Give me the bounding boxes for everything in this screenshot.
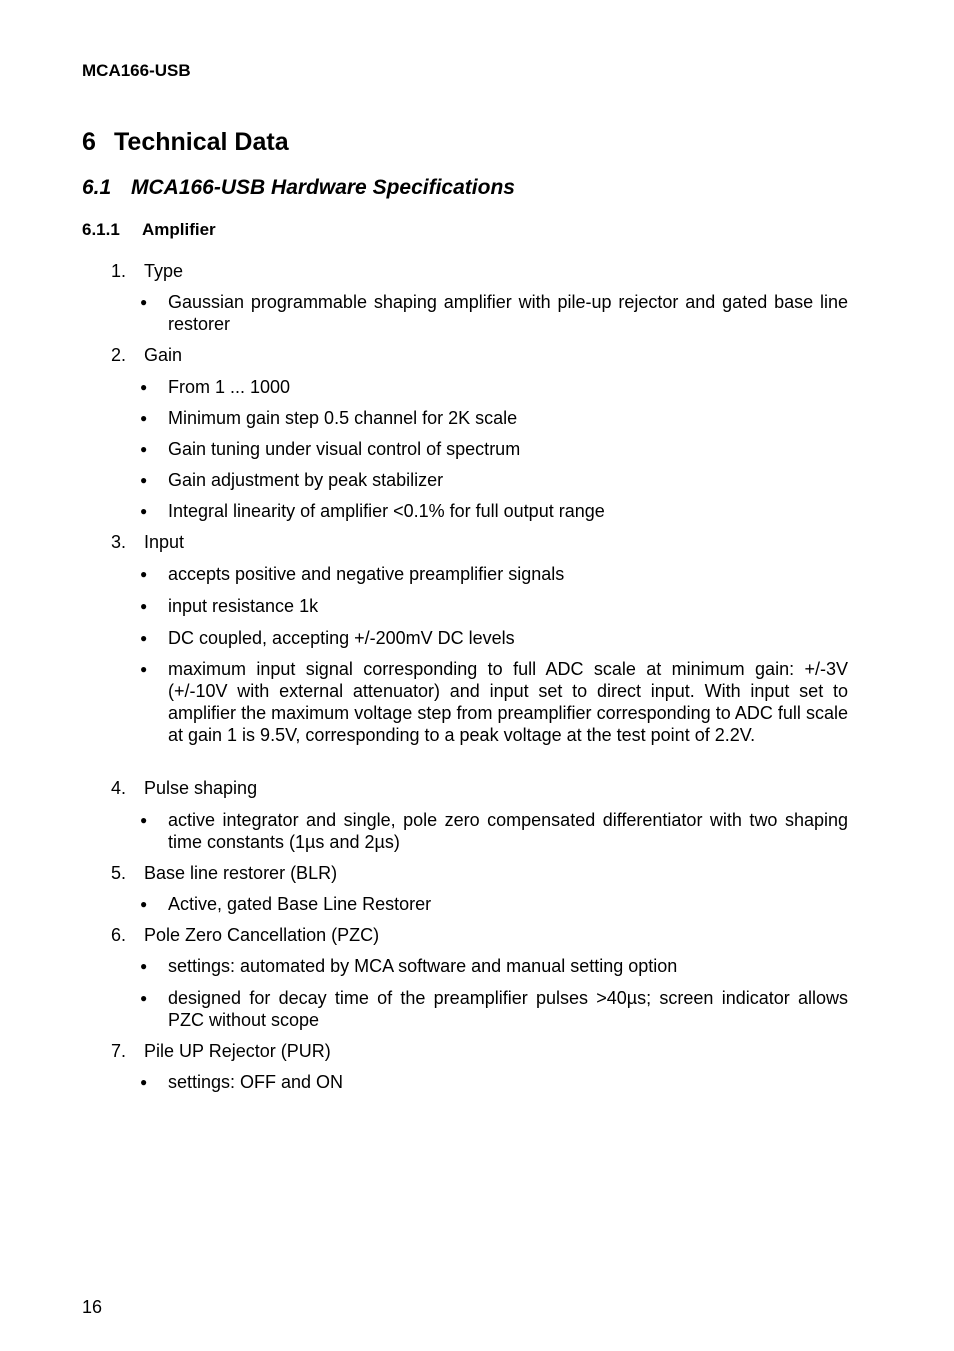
bullet-item [140, 595, 848, 617]
bullet-icon: ● [140, 473, 148, 487]
bullet-text: active integrator and single, pole zero compensated differentiator with two shaping time constants (1µs and 2µs) [168, 810, 848, 852]
list-item [111, 531, 184, 553]
bullet-item [140, 893, 848, 915]
bullet-text: settings: OFF and ON [168, 1072, 344, 1092]
list-item [111, 1040, 331, 1062]
list-item [111, 344, 182, 366]
section-title: MCA166-USB Hardware Specifications [131, 176, 515, 199]
subsection-heading [82, 220, 216, 240]
bullet-icon: ● [140, 411, 148, 425]
subsection-number: 6.1.1 [82, 220, 120, 239]
bullet-text: Integral linearity of amplifier <0.1% for full output range [168, 501, 605, 521]
bullet-icon: ● [140, 897, 148, 911]
bullet-item [140, 500, 848, 522]
list-item-label: Gain [144, 345, 183, 365]
bullet-text: accepts positive and negative preamplifier signals [168, 564, 565, 584]
bullet-text: input resistance 1k [168, 596, 319, 616]
bullet-item [140, 563, 848, 585]
list-item-number: 3. [111, 532, 127, 552]
bullet-text: maximum input signal corresponding to full ADC scale at minimum gain: +/-3V (+/-10V with external attenuator) and input set to direct input. With input set to amplifier the maximum voltage step from preamplifier corresponding to ADC full scale at gain 1 is 9.5V, corresponding to a peak voltage at the test point of 2.2V. [168, 659, 848, 745]
bullet-icon: ● [140, 1075, 148, 1089]
bullet-text: designed for decay time of the preamplifier pulses >40µs; screen indicator allows PZC without scope [168, 988, 848, 1030]
bullet-icon: ● [140, 813, 148, 827]
section-heading [82, 175, 515, 201]
list-item-label: Pulse shaping [144, 778, 258, 798]
list-item-label: Pole Zero Cancellation (PZC) [144, 925, 380, 945]
bullet-item [140, 438, 848, 460]
list-item-number: 1. [111, 261, 127, 281]
bullet-text: settings: automated by MCA software and manual setting option [168, 956, 678, 976]
bullet-icon: ● [140, 662, 148, 676]
subsection-title: Amplifier [142, 220, 216, 239]
bullet-text: DC coupled, accepting +/-200mV DC levels [168, 628, 515, 648]
bullet-item [140, 955, 848, 977]
bullet-item [140, 407, 848, 429]
bullet-icon: ● [140, 959, 148, 973]
list-item-number: 6. [111, 925, 127, 945]
list-item [111, 777, 257, 799]
bullet-icon: ● [140, 991, 148, 1005]
list-item-number: 7. [111, 1041, 127, 1061]
list-item-number: 5. [111, 863, 127, 883]
bullet-text: Gain tuning under visual control of spectrum [168, 439, 521, 459]
page-number: 16 [82, 1297, 103, 1317]
running-header: MCA166-USB [82, 61, 191, 80]
bullet-item [140, 809, 848, 853]
list-item-label: Base line restorer (BLR) [144, 863, 338, 883]
bullet-icon: ● [140, 380, 148, 394]
chapter-number: 6 [82, 128, 96, 156]
bullet-item [140, 627, 848, 649]
bullet-text: Gain adjustment by peak stabilizer [168, 470, 444, 490]
bullet-icon: ● [140, 567, 148, 581]
chapter-title: Technical Data [114, 128, 289, 156]
bullet-text: Minimum gain step 0.5 channel for 2K scale [168, 408, 518, 428]
list-item [111, 924, 379, 946]
bullet-icon: ● [140, 504, 148, 518]
bullet-text: From 1 ... 1000 [168, 377, 291, 397]
bullet-text: Gaussian programmable shaping amplifier with pile-up rejector and gated base line restorer [168, 292, 848, 334]
bullet-item [140, 376, 848, 398]
list-item-number: 4. [111, 778, 127, 798]
list-item-number: 2. [111, 345, 127, 365]
bullet-item [140, 1071, 848, 1093]
bullet-text: Active, gated Base Line Restorer [168, 894, 432, 914]
list-item [111, 260, 183, 282]
bullet-icon: ● [140, 442, 148, 456]
list-item-label: Type [144, 261, 184, 281]
list-item-label: Pile UP Rejector (PUR) [144, 1041, 331, 1061]
bullet-icon: ● [140, 631, 148, 645]
bullet-item [140, 291, 848, 335]
bullet-item [140, 469, 848, 491]
list-item [111, 862, 337, 884]
section-number: 6.1 [82, 176, 112, 199]
bullet-icon: ● [140, 295, 148, 309]
bullet-icon: ● [140, 599, 148, 613]
list-item-label: Input [144, 532, 185, 552]
bullet-item [140, 987, 848, 1031]
bullet-item [140, 658, 848, 746]
chapter-heading [82, 127, 289, 157]
